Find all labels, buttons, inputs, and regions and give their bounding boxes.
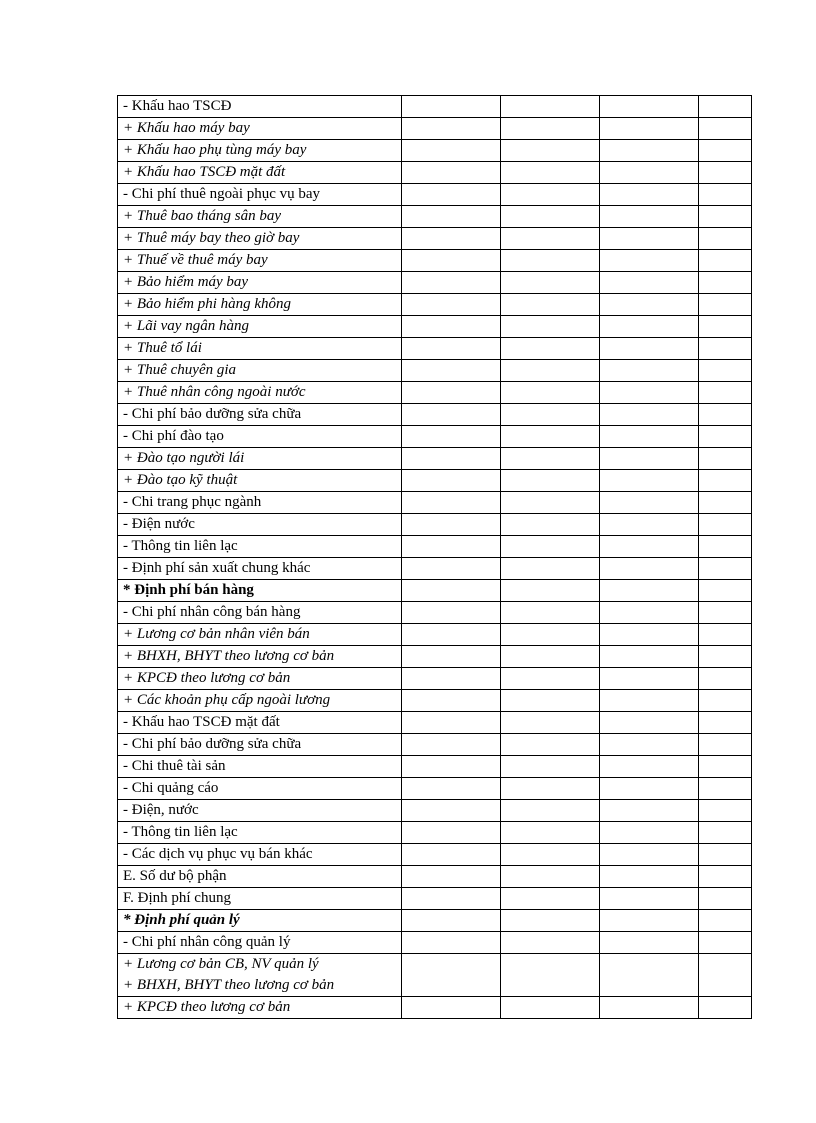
value-cell-2 [501, 426, 600, 448]
value-cell-1 [402, 602, 501, 624]
value-cell-3 [600, 294, 699, 316]
value-cell-2 [501, 624, 600, 646]
value-cell-4 [699, 206, 752, 228]
value-cell-3 [600, 470, 699, 492]
value-cell-1 [402, 558, 501, 580]
table-row [118, 228, 752, 250]
value-cell-4 [699, 800, 752, 822]
value-cell-3 [600, 778, 699, 800]
table-row [118, 646, 752, 668]
value-cell-4 [699, 536, 752, 558]
value-cell-1 [402, 910, 501, 932]
value-cell-3 [600, 690, 699, 712]
value-cell-1 [402, 888, 501, 910]
row-label-cell: - Khấu hao TSCĐ mặt đất [118, 712, 402, 734]
value-cell-4 [699, 734, 752, 756]
value-cell-1 [402, 294, 501, 316]
row-label-cell: - Chi thuê tài sản [118, 756, 402, 778]
row-label-cell: + Bảo hiểm máy bay [118, 272, 402, 294]
value-cell-2 [501, 602, 600, 624]
value-cell-1 [402, 668, 501, 690]
table-row [118, 184, 752, 206]
value-cell-4 [699, 426, 752, 448]
value-cell-2 [501, 118, 600, 140]
value-cell-1 [402, 954, 501, 976]
table-row [118, 118, 752, 140]
value-cell-1 [402, 184, 501, 206]
value-cell-1 [402, 975, 501, 997]
value-cell-4 [699, 822, 752, 844]
row-label-cell: + Thuê chuyên gia [118, 360, 402, 382]
value-cell-1 [402, 690, 501, 712]
value-cell-3 [600, 140, 699, 162]
value-cell-2 [501, 734, 600, 756]
row-label-cell: + Lương cơ bản nhân viên bán [118, 624, 402, 646]
table-row [118, 668, 752, 690]
value-cell-4 [699, 228, 752, 250]
value-cell-2 [501, 206, 600, 228]
value-cell-4 [699, 470, 752, 492]
value-cell-3 [600, 514, 699, 536]
value-cell-2 [501, 184, 600, 206]
row-label-cell: - Chi phí bảo dưỡng sửa chữa [118, 734, 402, 756]
value-cell-3 [600, 910, 699, 932]
value-cell-2 [501, 756, 600, 778]
row-label-cell: - Chi quảng cáo [118, 778, 402, 800]
value-cell-1 [402, 997, 501, 1019]
table-row [118, 316, 752, 338]
value-cell-4 [699, 184, 752, 206]
value-cell-1 [402, 756, 501, 778]
row-label-cell: E. Số dư bộ phận [118, 866, 402, 888]
value-cell-4 [699, 624, 752, 646]
value-cell-3 [600, 580, 699, 602]
value-cell-2 [501, 866, 600, 888]
value-cell-3 [600, 844, 699, 866]
row-label-cell: + Đào tạo kỹ thuật [118, 470, 402, 492]
value-cell-4 [699, 404, 752, 426]
value-cell-4 [699, 250, 752, 272]
value-cell-3 [600, 536, 699, 558]
row-label-cell: + Thuê máy bay theo giờ bay [118, 228, 402, 250]
table-row [118, 514, 752, 536]
value-cell-1 [402, 580, 501, 602]
value-cell-1 [402, 162, 501, 184]
value-cell-2 [501, 668, 600, 690]
value-cell-1 [402, 624, 501, 646]
row-label-cell: + Lương cơ bản CB, NV quản lý [118, 954, 402, 976]
row-label-cell: - Chi phí nhân công bán hàng [118, 602, 402, 624]
value-cell-1 [402, 360, 501, 382]
row-label-cell: - Chi phí nhân công quản lý [118, 932, 402, 954]
value-cell-4 [699, 162, 752, 184]
value-cell-4 [699, 646, 752, 668]
value-cell-3 [600, 492, 699, 514]
value-cell-3 [600, 800, 699, 822]
value-cell-2 [501, 382, 600, 404]
row-label-cell: - Các dịch vụ phục vụ bán khác [118, 844, 402, 866]
table-row [118, 338, 752, 360]
value-cell-3 [600, 756, 699, 778]
value-cell-4 [699, 382, 752, 404]
table-row [118, 426, 752, 448]
row-label-cell: + Thuê tổ lái [118, 338, 402, 360]
table-row [118, 800, 752, 822]
value-cell-1 [402, 140, 501, 162]
table-row [118, 558, 752, 580]
value-cell-4 [699, 514, 752, 536]
value-cell-4 [699, 997, 752, 1019]
table-row [118, 162, 752, 184]
value-cell-1 [402, 250, 501, 272]
value-cell-4 [699, 932, 752, 954]
row-label-cell: + Bảo hiểm phi hàng không [118, 294, 402, 316]
value-cell-2 [501, 822, 600, 844]
value-cell-3 [600, 360, 699, 382]
value-cell-1 [402, 118, 501, 140]
row-label-cell: - Chi trang phục ngành [118, 492, 402, 514]
value-cell-2 [501, 558, 600, 580]
value-cell-1 [402, 316, 501, 338]
row-label-cell: - Khấu hao TSCĐ [118, 96, 402, 118]
value-cell-2 [501, 690, 600, 712]
row-label-cell: + BHXH, BHYT theo lương cơ bản [118, 646, 402, 668]
value-cell-2 [501, 712, 600, 734]
table-row [118, 580, 752, 602]
value-cell-3 [600, 624, 699, 646]
value-cell-1 [402, 844, 501, 866]
value-cell-4 [699, 558, 752, 580]
value-cell-2 [501, 162, 600, 184]
value-cell-3 [600, 888, 699, 910]
row-label-cell: + KPCĐ theo lương cơ bản [118, 668, 402, 690]
table-row [118, 844, 752, 866]
row-label-cell: - Điện, nước [118, 800, 402, 822]
value-cell-1 [402, 272, 501, 294]
value-cell-3 [600, 184, 699, 206]
table-row [118, 536, 752, 558]
value-cell-3 [600, 602, 699, 624]
value-cell-1 [402, 866, 501, 888]
row-label-cell: + Lãi vay ngân hàng [118, 316, 402, 338]
value-cell-4 [699, 778, 752, 800]
table-row [118, 448, 752, 470]
row-label-cell: + KPCĐ theo lương cơ bản [118, 997, 402, 1019]
value-cell-1 [402, 470, 501, 492]
row-label-cell: - Chi phí thuê ngoài phục vụ bay [118, 184, 402, 206]
value-cell-1 [402, 492, 501, 514]
value-cell-2 [501, 96, 600, 118]
value-cell-3 [600, 206, 699, 228]
value-cell-3 [600, 118, 699, 140]
value-cell-3 [600, 646, 699, 668]
table-row [118, 734, 752, 756]
value-cell-4 [699, 338, 752, 360]
value-cell-1 [402, 822, 501, 844]
value-cell-3 [600, 997, 699, 1019]
value-cell-1 [402, 228, 501, 250]
value-cell-3 [600, 975, 699, 997]
row-label-cell: * Định phí quản lý [118, 910, 402, 932]
value-cell-4 [699, 492, 752, 514]
value-cell-4 [699, 954, 752, 976]
row-label-cell: + Khấu hao máy bay [118, 118, 402, 140]
value-cell-2 [501, 800, 600, 822]
table-row [118, 888, 752, 910]
table-row [118, 206, 752, 228]
value-cell-4 [699, 712, 752, 734]
value-cell-1 [402, 932, 501, 954]
value-cell-2 [501, 910, 600, 932]
value-cell-3 [600, 712, 699, 734]
value-cell-4 [699, 140, 752, 162]
value-cell-4 [699, 756, 752, 778]
value-cell-1 [402, 712, 501, 734]
value-cell-4 [699, 294, 752, 316]
value-cell-3 [600, 338, 699, 360]
value-cell-1 [402, 646, 501, 668]
value-cell-2 [501, 272, 600, 294]
table-row [118, 932, 752, 954]
value-cell-2 [501, 492, 600, 514]
row-label-cell: - Thông tin liên lạc [118, 536, 402, 558]
value-cell-4 [699, 668, 752, 690]
row-label-cell: + Đào tạo người lái [118, 448, 402, 470]
table-row [118, 360, 752, 382]
value-cell-3 [600, 426, 699, 448]
value-cell-1 [402, 404, 501, 426]
value-cell-4 [699, 888, 752, 910]
value-cell-2 [501, 646, 600, 668]
row-label-cell: + Thuê bao tháng sân bay [118, 206, 402, 228]
row-label-cell: + Thuế về thuê máy bay [118, 250, 402, 272]
row-label-cell: - Thông tin liên lạc [118, 822, 402, 844]
value-cell-3 [600, 932, 699, 954]
value-cell-3 [600, 866, 699, 888]
value-cell-1 [402, 338, 501, 360]
table-row [118, 492, 752, 514]
value-cell-2 [501, 778, 600, 800]
table-row [118, 778, 752, 800]
value-cell-1 [402, 800, 501, 822]
value-cell-4 [699, 272, 752, 294]
row-label-cell: + Các khoản phụ cấp ngoài lương [118, 690, 402, 712]
value-cell-3 [600, 558, 699, 580]
value-cell-3 [600, 162, 699, 184]
value-cell-2 [501, 360, 600, 382]
value-cell-2 [501, 294, 600, 316]
value-cell-2 [501, 250, 600, 272]
value-cell-3 [600, 250, 699, 272]
value-cell-3 [600, 382, 699, 404]
value-cell-2 [501, 316, 600, 338]
value-cell-1 [402, 382, 501, 404]
value-cell-2 [501, 228, 600, 250]
table-row [118, 975, 752, 997]
value-cell-2 [501, 844, 600, 866]
value-cell-4 [699, 690, 752, 712]
value-cell-2 [501, 888, 600, 910]
value-cell-2 [501, 932, 600, 954]
row-label-cell: - Chi phí bảo dưỡng sửa chữa [118, 404, 402, 426]
table-row [118, 602, 752, 624]
value-cell-3 [600, 404, 699, 426]
table-row [118, 624, 752, 646]
value-cell-3 [600, 668, 699, 690]
value-cell-1 [402, 778, 501, 800]
table-row [118, 954, 752, 976]
value-cell-2 [501, 470, 600, 492]
row-label-cell: + Khấu hao phụ tùng máy bay [118, 140, 402, 162]
table-row [118, 382, 752, 404]
value-cell-2 [501, 975, 600, 997]
table-row [118, 272, 752, 294]
table-row [118, 404, 752, 426]
row-label-cell: - Chi phí đào tạo [118, 426, 402, 448]
value-cell-1 [402, 514, 501, 536]
value-cell-3 [600, 448, 699, 470]
value-cell-4 [699, 602, 752, 624]
value-cell-2 [501, 954, 600, 976]
table-row [118, 997, 752, 1019]
value-cell-4 [699, 580, 752, 602]
value-cell-2 [501, 404, 600, 426]
value-cell-1 [402, 536, 501, 558]
row-label-cell: + BHXH, BHYT theo lương cơ bản [118, 975, 402, 997]
table-body [118, 96, 752, 1019]
value-cell-4 [699, 316, 752, 338]
row-label-cell: + Thuê nhân công ngoài nước [118, 382, 402, 404]
value-cell-2 [501, 536, 600, 558]
table-row [118, 756, 752, 778]
table-row [118, 250, 752, 272]
row-label-cell: * Định phí bán hàng [118, 580, 402, 602]
table-row [118, 294, 752, 316]
table-row [118, 690, 752, 712]
table-row [118, 140, 752, 162]
value-cell-3 [600, 228, 699, 250]
table-row [118, 712, 752, 734]
value-cell-3 [600, 316, 699, 338]
value-cell-4 [699, 910, 752, 932]
row-label-cell: F. Định phí chung [118, 888, 402, 910]
value-cell-3 [600, 96, 699, 118]
table-row [118, 96, 752, 118]
table-row [118, 866, 752, 888]
value-cell-4 [699, 360, 752, 382]
value-cell-4 [699, 866, 752, 888]
value-cell-3 [600, 272, 699, 294]
value-cell-2 [501, 140, 600, 162]
value-cell-1 [402, 448, 501, 470]
value-cell-2 [501, 997, 600, 1019]
table-row [118, 910, 752, 932]
value-cell-4 [699, 118, 752, 140]
value-cell-1 [402, 96, 501, 118]
value-cell-3 [600, 822, 699, 844]
row-label-cell: + Khấu hao TSCĐ mặt đất [118, 162, 402, 184]
value-cell-2 [501, 448, 600, 470]
cost-table [117, 95, 752, 1019]
row-label-cell: - Điện nước [118, 514, 402, 536]
value-cell-2 [501, 514, 600, 536]
value-cell-4 [699, 975, 752, 997]
table-row [118, 470, 752, 492]
value-cell-4 [699, 844, 752, 866]
value-cell-4 [699, 448, 752, 470]
value-cell-2 [501, 338, 600, 360]
row-label-cell: - Định phí sản xuất chung khác [118, 558, 402, 580]
value-cell-1 [402, 206, 501, 228]
value-cell-1 [402, 426, 501, 448]
value-cell-1 [402, 734, 501, 756]
value-cell-2 [501, 580, 600, 602]
value-cell-3 [600, 734, 699, 756]
value-cell-4 [699, 96, 752, 118]
value-cell-3 [600, 954, 699, 976]
table-row [118, 822, 752, 844]
